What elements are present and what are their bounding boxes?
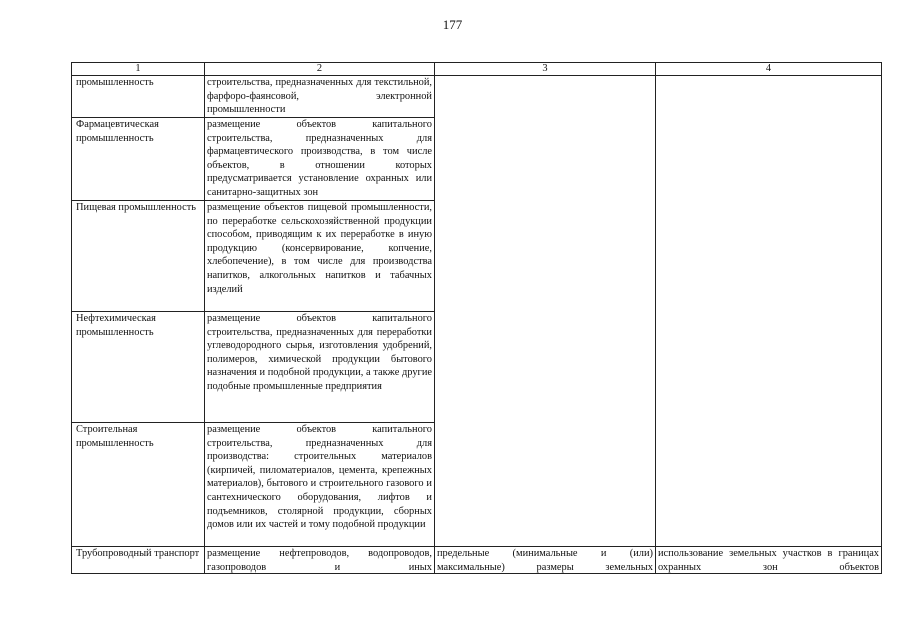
- column-number-4: 4: [656, 63, 882, 76]
- description-cell: размещение объектов капитального строительства, предназначенных для фармацевтического производства, в том числе объектов, в отношении которых предусматривается установление охранных или санитарно-защитных зон: [205, 118, 435, 201]
- use-type-cell: Нефтехимическая промышленность: [72, 312, 205, 423]
- restrictions-cell: [656, 547, 882, 574]
- use-type-cell: промышленность: [72, 76, 205, 118]
- table-row: [72, 547, 882, 574]
- restrictions-text: использование земельных участков в границах охранных зон объектов: [658, 548, 879, 573]
- column-number-1: 1: [72, 63, 205, 76]
- use-type-cell: Пищевая промышленность: [72, 201, 205, 312]
- column-number-2: 2: [205, 63, 435, 76]
- parameters-text: предельные (минимальные и (или) максимальные) размеры земельных: [437, 548, 653, 573]
- description-cell: [205, 547, 435, 574]
- description-text: размещение нефтепроводов, водопроводов, газопроводов и иных: [207, 548, 432, 573]
- use-type-cell: Фармацевтическая промышленность: [72, 118, 205, 201]
- restrictions-cell: [656, 76, 882, 547]
- table-header-row: [72, 63, 882, 76]
- use-type-cell: [72, 547, 205, 574]
- description-cell: строительства, предназначенных для текстильной, фарфоро-фаянсовой, электронной промышленности: [205, 76, 435, 118]
- column-number-3: 3: [435, 63, 656, 76]
- use-type-text: Трубопроводный транспорт: [76, 548, 200, 559]
- page-number: 177: [442, 17, 463, 32]
- use-type-cell: Строительная промышленность: [72, 423, 205, 547]
- land-use-table: [71, 62, 882, 574]
- table-row: [72, 76, 882, 118]
- description-cell: размещение объектов капитального строительства, предназначенных для производства: строительных материалов (кирпичей, пиломатериалов, цемента, крепежных материалов), бытового и строительного газового и сантехнического оборудования, лифтов и подъемников, столярной продукции, сборных домов или их частей и тому подобной продукции: [205, 423, 435, 547]
- description-cell: размещение объектов капитального строительства, предназначенных для переработки углеводородного сырья, изготовления удобрений, полимеров, химической продукции бытового назначения и подобной продукции, а также другие подобные промышленные предприятия: [205, 312, 435, 423]
- parameters-cell: [435, 547, 656, 574]
- description-cell: размещение объектов пищевой промышленности, по переработке сельскохозяйственной продукции способом, приводящим к их переработке в иную продукцию (консервирование, копчение, хлебопечение), в том числе для производства напитков, алкогольных напитков и табачных изделий: [205, 201, 435, 312]
- parameters-cell: [435, 76, 656, 547]
